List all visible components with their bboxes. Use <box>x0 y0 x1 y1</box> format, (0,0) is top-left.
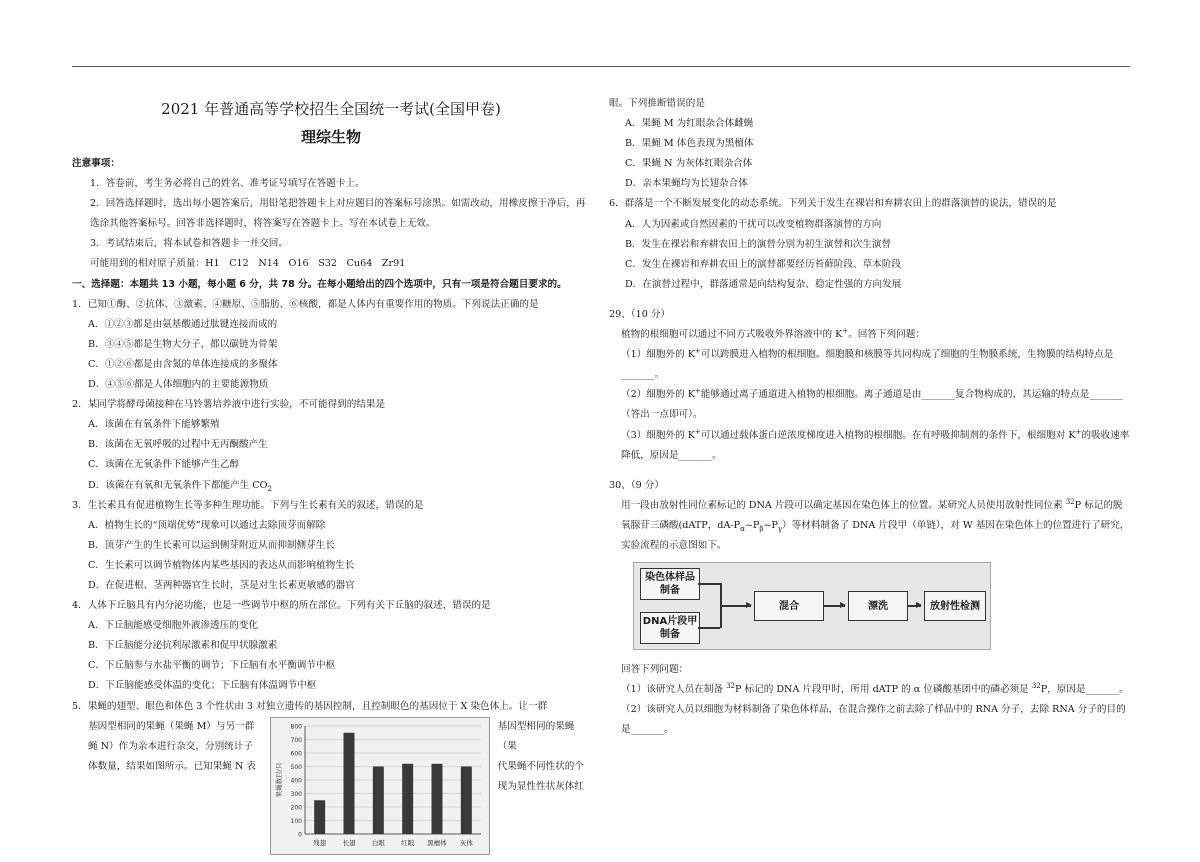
q5-stem-line1: 5．果蝇的翅型、眼色和体色 3 个性状由 3 对独立遗传的基因控制，且控制眼色的基因位于 X 染色体上。让一群 <box>72 700 548 712</box>
y-tick-label: 500 <box>290 763 302 771</box>
q3-option-c: C．生长素可以调节植物体内某些基因的表达从而影响植物生长 <box>88 559 355 571</box>
atomic-masses: 可能用到的相对原子质量：H1 C12 N14 O16 S32 Cu64 Zr91 <box>90 258 406 270</box>
q5-left-text <box>72 717 262 855</box>
y-tick-label: 100 <box>290 817 302 825</box>
q29-p3-a: （3）细胞外的 K <box>621 429 695 441</box>
q30-head: 30、（9 分） <box>609 479 664 491</box>
right-column <box>609 94 1130 740</box>
bar-6 <box>460 766 471 834</box>
y-tick-label: 200 <box>290 804 302 812</box>
notice-item-1: 1．答卷前，考生务必将自己的姓名、准考证号填写在答题卡上。 <box>90 178 365 190</box>
fly-count-chart <box>270 717 490 855</box>
p32-sup: 32 <box>1031 681 1041 690</box>
x-tick-label: 黑檀体 <box>426 838 447 847</box>
q6-option-a: A．人为因素或自然因素的干扰可以改变植物群落演替的方向 <box>625 218 882 230</box>
q29-p2-b: 能够通过离子通道进入植物的根细胞。离子通道是由_______复合物构成的，其运输的特点是_______（答出一点即可）。 <box>621 389 1123 421</box>
experiment-flowchart <box>633 562 991 650</box>
q30-intro <box>609 496 1130 556</box>
q5-option-b: B．果蝇 M 体色表现为黑檀体 <box>625 138 754 150</box>
q29-p1-a: （1）细胞外的 K <box>621 349 695 361</box>
q29-head: 29、（10 分） <box>609 308 671 320</box>
q29-intro-end: 。回答下列问题： <box>848 329 925 341</box>
q5-right-line-1: 基因型相同的果蝇（果 <box>497 720 575 752</box>
q29-p3-c: 的吸收速率降低，原因是_______。 <box>621 429 1130 461</box>
q1-option-d: D．④⑤⑥都是人体细胞内的主要能源物质 <box>88 379 269 391</box>
chart-svg <box>271 718 489 854</box>
q2-stem: 2．某同学将酵母菌接种在马铃薯培养液中进行实验，不可能得到的结果是 <box>72 399 386 411</box>
flow-box-chromosome-prep: 染色体样品制备 <box>640 568 700 600</box>
flow-connector-top <box>698 583 720 585</box>
x-tick-label: 残翅 <box>312 838 326 847</box>
y-tick-label: 600 <box>290 750 302 758</box>
bar-1 <box>314 800 325 834</box>
left-column <box>72 98 590 855</box>
q5-left-line-2: 蝇 N）作为亲本进行杂交，分别统计子 <box>88 740 253 752</box>
flow-box-dna-prep: DNA片段甲制备 <box>640 612 700 644</box>
q1-option-a: A．①②③都是由氨基酸通过肽键连接而成的 <box>88 318 278 330</box>
q30-p1-a: 用一段由放射性同位素标记的 DNA 片段可以确定基因在染色体上的位置。某研究人员使用放射性同位素 <box>621 499 1066 511</box>
q30-part-2: （2）该研究人员以细胞为材料制备了染色体样品，在混合操作之前去除了样品中的 RNA 分子，去除 RNA 分子的目的是_______。 <box>621 704 1126 736</box>
y-tick-label: 700 <box>290 736 302 744</box>
q30-answer-intro: 回答下列问题： <box>621 664 689 676</box>
x-tick-label: 灰体 <box>459 838 473 847</box>
q6-stem: 6．群落是一个不断发展变化的动态系统。下列关于发生在裸岩和弃耕农田上的群落演替的说法，错误的是 <box>609 198 1057 210</box>
q30-p1-d: ~P <box>763 519 778 531</box>
q6-option-d: D．在演替过程中，群落通常是向结构复杂、稳定性强的方向发展 <box>625 278 902 290</box>
q4-stem: 4．人体下丘脑具有内分泌功能，也是一些调节中枢的所在部位。下列有关下丘脑的叙述，错误的是 <box>72 600 491 612</box>
q30-q1-b: P 标记的 DNA 片段甲时，所用 dATP 的 α 位磷酸基团中的磷必须是 <box>735 684 1032 696</box>
q29-intro-text: 植物的根细胞可以通过不同方式吸收外界溶液中的 K <box>621 329 843 341</box>
q2-option-d <box>72 476 590 496</box>
q30-p1-e: ）等材料制备了 DNA 片段甲（单链），对 W 基因在染色体上的位置进行了研究，实验流程的示意图如下。 <box>621 519 1130 551</box>
section-heading: 一、选择题：本题共 13 小题，每小题 6 分，共 78 分。在每小题给出的四个选项中，只有一项是符合题目要求的。 <box>72 278 567 290</box>
x-tick-label: 白眼 <box>371 838 385 847</box>
y-tick-label: 0 <box>297 831 302 839</box>
q29-p1-b: 可以跨膜进入植物的根细胞。细胞膜和核膜等共同构成了细胞的生物膜系统，生物膜的结构特点是_______。 <box>621 349 1114 381</box>
y-axis-label: 果蝇数目/只 <box>274 762 283 797</box>
p32-sup: 32 <box>726 681 736 690</box>
bar-4 <box>402 763 413 833</box>
k-plus: + <box>694 387 701 396</box>
k-plus: + <box>694 346 701 355</box>
p32-sup: 32 <box>1065 497 1075 506</box>
q29-part-1 <box>609 345 1130 385</box>
q5-stem-cont: 眼。下列推断错误的是 <box>609 98 705 109</box>
q5-left-line-3: 体数量，结果如图所示。已知果蝇 N 表 <box>88 760 256 772</box>
subject-title: 理综生物 <box>300 128 361 146</box>
q5-right-line-3: 现为显性性状灰体红 <box>497 780 584 792</box>
q5-right-line-2: 代果蝇不同性状的个 <box>497 760 584 772</box>
q3-option-d: D．在促进根、茎两种器官生长时，茎是对生长素更敏感的器官 <box>88 579 355 591</box>
q5-option-c: C．果蝇 N 为灰体红眼杂合体 <box>625 158 753 170</box>
q30-q1-c: P，原因是_______。 <box>1040 684 1129 696</box>
q4-option-a: A．下丘脑能感受细胞外液渗透压的变化 <box>88 620 259 632</box>
flow-arrow-2 <box>823 605 845 607</box>
q29-p2-a: （2）细胞外的 K <box>621 389 695 401</box>
q5-right-text <box>498 717 590 855</box>
flow-box-detect: 放射性检测 <box>924 591 986 621</box>
x-tick-label: 红眼 <box>400 838 414 847</box>
q2-option-a: A．该菌在有氧条件下能够繁殖 <box>88 419 220 431</box>
header-rule <box>72 66 1130 67</box>
flow-arrow-1 <box>721 605 751 607</box>
x-tick-label: 长翅 <box>342 838 356 847</box>
q6-option-b: B．发生在裸岩和弃耕农田上的演替分别为初生演替和次生演替 <box>625 238 892 250</box>
q3-stem: 3．生长素具有促进植物生长等多种生理功能。下列与生长素有关的叙述，错误的是 <box>72 499 424 511</box>
q30-part-1 <box>609 680 1130 700</box>
y-tick-label: 400 <box>290 777 302 785</box>
q4-option-b: B．下丘脑能分泌抗利尿激素和促甲状腺激素 <box>88 640 278 652</box>
q5-left-line-1: 基因型相同的果蝇（果蝇 M）与另一群 <box>88 720 255 732</box>
q30-p1-b: P 标记的脱氧腺苷三磷酸(dATP，dA-P <box>621 499 1123 531</box>
q29-p3-b: 可以通过载体蛋白逆浓度梯度进入植物的根细胞。在有呼吸抑制剂的条件下，根细胞对 K <box>700 429 1076 441</box>
flow-connector-bottom <box>698 627 720 629</box>
q4-option-c: C．下丘脑参与水盐平衡的调节；下丘脑有水平衡调节中枢 <box>88 660 336 672</box>
notice-item-3: 3．考试结束后，将本试卷和答题卡一并交回。 <box>90 238 288 250</box>
q1-option-c: C．①②⑥都是由含氮的单体连接成的多聚体 <box>88 358 278 370</box>
q2-option-b: B．该菌在无氧呼吸的过程中无丙酮酸产生 <box>88 439 268 451</box>
notice-item-2: 2．回答选择题时，选出每小题答案后，用铅笔把答题卡上对应题目的答案标号涂黑。如需改动，用橡皮擦干净后，再选涂其他答案标号。回答非选择题时，将答案写在答题卡上。写在本试卷上无效。 <box>90 198 586 230</box>
flow-arrow-3 <box>907 605 921 607</box>
bar-2 <box>343 732 354 833</box>
q2-option-d-text: D．该菌在有氧和无氧条件下都能产生 CO <box>88 479 268 491</box>
q5-wrap <box>72 717 590 855</box>
k-plus: + <box>1075 427 1082 436</box>
q1-option-b: B．③④⑤都是生物大分子，都以碳链为骨架 <box>88 338 278 350</box>
exam-title: 2021 年普通高等学校招生全国统一考试(全国甲卷) <box>161 100 501 118</box>
y-tick-label: 300 <box>290 790 302 798</box>
q1-stem: 1．已知①酶、②抗体、③激素、④糖原、⑤脂肪、⑥核酸，都是人体内有重要作用的物质。下列说法正确的是 <box>72 298 539 310</box>
bar-3 <box>372 766 383 834</box>
q3-option-b: B．顶芽产生的生长素可以运到侧芽附近从而抑制侧芽生长 <box>88 539 335 551</box>
flow-box-mix: 混合 <box>754 591 824 621</box>
q29-intro <box>609 325 1130 345</box>
q29-part-2 <box>609 385 1130 425</box>
co2-subscript: 2 <box>267 484 272 493</box>
q30-p1-c: ~P <box>744 519 760 531</box>
q3-option-a: A．植物生长的“顶端优势”现象可以通过去除顶芽而解除 <box>88 519 326 531</box>
k-plus: + <box>694 427 701 436</box>
bar-5 <box>431 763 442 833</box>
beta-sub: β <box>759 524 764 533</box>
notice-heading: 注意事项： <box>72 158 120 169</box>
q29-part-3 <box>609 426 1130 466</box>
k-plus: + <box>842 326 849 335</box>
q2-option-c: C．该菌在无氧条件下能够产生乙醇 <box>88 459 240 471</box>
q6-option-c: C．发生在裸岩和弃耕农田上的演替都要经历苔藓阶段、草本阶段 <box>625 258 901 270</box>
q30-q1-a: （1）该研究人员在制备 <box>621 684 727 696</box>
flow-box-rinse: 漂洗 <box>848 591 908 621</box>
y-tick-label: 800 <box>290 723 302 731</box>
q4-option-d: D．下丘脑能感受体温的变化；下丘脑有体温调节中枢 <box>88 680 317 692</box>
gamma-sub: γ <box>777 524 783 533</box>
alpha-sub: α <box>740 524 745 533</box>
q5-option-a: A．果蝇 M 为红眼杂合体雌蝇 <box>625 118 754 130</box>
q5-option-d: D．亲本果蝇均为长翅杂合体 <box>625 178 748 190</box>
